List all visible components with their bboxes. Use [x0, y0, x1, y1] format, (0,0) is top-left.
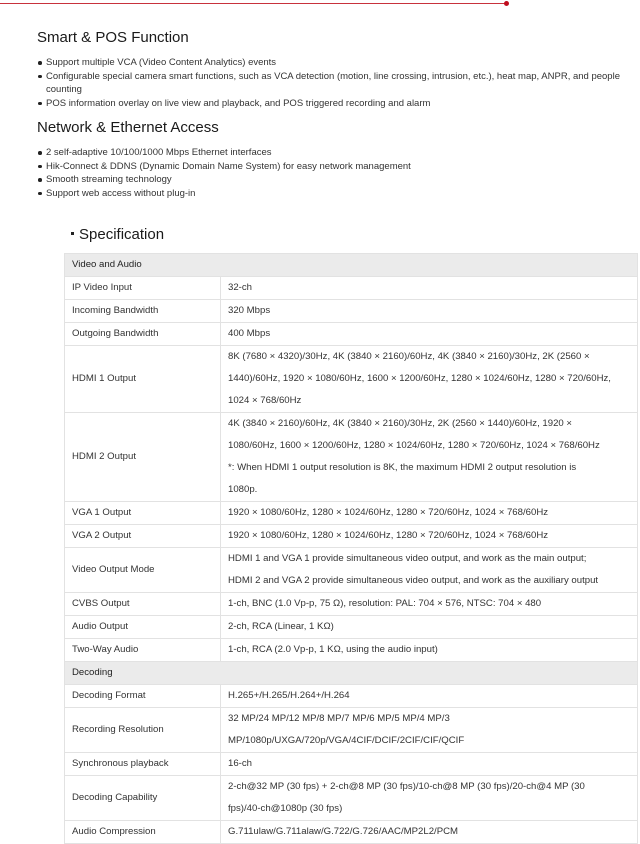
network-list	[37, 146, 632, 200]
spec-label: Incoming Bandwidth	[65, 300, 221, 323]
spec-label: VGA 2 Output	[65, 525, 221, 548]
spec-value-line: 400 Mbps	[228, 328, 271, 339]
spec-value-line: 1024 × 768/60Hz	[228, 395, 302, 406]
spec-value-line: MP/1080p/UXGA/720p/VGA/4CIF/DCIF/2CIF/CIF/QCIF	[228, 735, 465, 746]
spec-value	[221, 776, 638, 821]
spec-value-line: *: When HDMI 1 output resolution is 8K, the maximum HDMI 2 output resolution is	[228, 462, 577, 473]
spec-value	[221, 548, 638, 593]
spec-label: Video Output Mode	[65, 548, 221, 593]
table-row	[65, 346, 638, 413]
table-row	[65, 753, 638, 776]
spec-label: VGA 1 Output	[65, 502, 221, 525]
spec-value	[221, 708, 638, 753]
table-row	[65, 502, 638, 525]
bullet-item: Smooth streaming technology	[37, 173, 632, 187]
table-row	[65, 277, 638, 300]
table-row	[65, 525, 638, 548]
spec-value	[221, 413, 638, 502]
spec-value-line: H.265+/H.265/H.264+/H.264	[228, 690, 350, 701]
spec-value	[221, 593, 638, 616]
spec-value	[221, 346, 638, 413]
table-section-header	[65, 254, 638, 277]
spec-value-line: 2-ch, RCA (Linear, 1 KΩ)	[228, 621, 334, 632]
spec-value-line: HDMI 2 and VGA 2 provide simultaneous video output, and work as the auxiliary output	[228, 575, 599, 586]
spec-table	[64, 253, 638, 844]
header-dot	[504, 1, 509, 6]
table-row	[65, 413, 638, 502]
spec-label: Decoding Format	[65, 685, 221, 708]
spec-value	[221, 300, 638, 323]
spec-value	[221, 323, 638, 346]
spec-label: IP Video Input	[65, 277, 221, 300]
spec-value-line: HDMI 1 and VGA 1 provide simultaneous video output, and work as the main output;	[228, 553, 587, 564]
spec-label: Outgoing Bandwidth	[65, 323, 221, 346]
header-rule	[0, 3, 505, 4]
table-row	[65, 708, 638, 753]
bullet-item: Hik-Connect & DDNS (Dynamic Domain Name System) for easy network management	[37, 160, 632, 174]
spec-label: Synchronous playback	[65, 753, 221, 776]
table-row	[65, 821, 638, 844]
section-title-network: Network & Ethernet Access	[37, 119, 219, 136]
spec-value-line: 16-ch	[228, 758, 252, 769]
spec-value-line: 8K (7680 × 4320)/30Hz, 4K (3840 × 2160)/60Hz, 4K (3840 × 2160)/30Hz, 2K (2560 ×	[228, 351, 590, 362]
spec-value-line: 4K (3840 × 2160)/60Hz, 4K (3840 × 2160)/30Hz, 2K (2560 × 1440)/60Hz, 1920 ×	[228, 418, 573, 429]
table-row	[65, 323, 638, 346]
spec-value	[221, 525, 638, 548]
spec-value-line: 1080p.	[228, 484, 258, 495]
bullet-item: Configurable special camera smart functions, such as VCA detection (motion, line crossing, intrusion, etc.), heat map, ANPR, and people counting	[37, 70, 632, 97]
spec-value-line: G.711ulaw/G.711alaw/G.722/G.726/AAC/MP2L2/PCM	[228, 826, 459, 837]
bullet-item: 2 self-adaptive 10/100/1000 Mbps Ethernet interfaces	[37, 146, 632, 160]
spec-value-line: 1440)/60Hz, 1920 × 1080/60Hz, 1600 × 1200/60Hz, 1280 × 1024/60Hz, 1280 × 720/60Hz,	[228, 373, 611, 384]
smart-pos-list	[37, 56, 632, 110]
spec-label: CVBS Output	[65, 593, 221, 616]
spec-value-line: 32-ch	[228, 282, 252, 293]
spec-value	[221, 502, 638, 525]
table-row	[65, 639, 638, 662]
table-row	[65, 593, 638, 616]
spec-value	[221, 639, 638, 662]
spec-value-line: fps)/40-ch@1080p (30 fps)	[228, 803, 343, 814]
spec-value-line: 32 MP/24 MP/12 MP/8 MP/7 MP/6 MP/5 MP/4 MP/3	[228, 713, 450, 724]
spec-label: Two-Way Audio	[65, 639, 221, 662]
table-row	[65, 685, 638, 708]
square-bullet-icon	[71, 232, 74, 235]
bullet-item: Support multiple VCA (Video Content Analytics) events	[37, 56, 632, 70]
spec-value	[221, 685, 638, 708]
spec-value-line: 1920 × 1080/60Hz, 1280 × 1024/60Hz, 1280 × 720/60Hz, 1024 × 768/60Hz	[228, 530, 549, 541]
spec-label: Decoding Capability	[65, 776, 221, 821]
spec-value	[221, 753, 638, 776]
section-title-smart-pos: Smart & POS Function	[37, 29, 189, 46]
spec-label: HDMI 2 Output	[65, 413, 221, 502]
specification-heading	[71, 226, 164, 243]
spec-value-line: 1920 × 1080/60Hz, 1280 × 1024/60Hz, 1280 × 720/60Hz, 1024 × 768/60Hz	[228, 507, 549, 518]
spec-value-line: 320 Mbps	[228, 305, 271, 316]
specification-title: Specification	[79, 226, 165, 243]
spec-label: Audio Output	[65, 616, 221, 639]
bullet-item: POS information overlay on live view and playback, and POS triggered recording and alarm	[37, 97, 632, 111]
spec-label: Audio Compression	[65, 821, 221, 844]
spec-value	[221, 616, 638, 639]
spec-value-line: 1080/60Hz, 1600 × 1200/60Hz, 1280 × 1024/60Hz, 1280 × 720/60Hz, 1024 × 768/60Hz	[228, 440, 600, 451]
spec-value-line: 1-ch, RCA (2.0 Vp-p, 1 KΩ, using the audio input)	[228, 644, 438, 655]
table-row	[65, 300, 638, 323]
table-section-header	[65, 662, 638, 685]
spec-value	[221, 821, 638, 844]
table-row	[65, 776, 638, 821]
spec-value	[221, 277, 638, 300]
section-label: Video and Audio	[65, 254, 638, 277]
table-row	[65, 616, 638, 639]
spec-label: Recording Resolution	[65, 708, 221, 753]
section-label: Decoding	[65, 662, 638, 685]
spec-value-line: 1-ch, BNC (1.0 Vp-p, 75 Ω), resolution: PAL: 704 × 576, NTSC: 704 × 480	[228, 598, 542, 609]
spec-label: HDMI 1 Output	[65, 346, 221, 413]
spec-value-line: 2-ch@32 MP (30 fps) + 2-ch@8 MP (30 fps)/10-ch@8 MP (30 fps)/20-ch@4 MP (30	[228, 781, 585, 792]
bullet-item: Support web access without plug-in	[37, 187, 632, 201]
table-row	[65, 548, 638, 593]
